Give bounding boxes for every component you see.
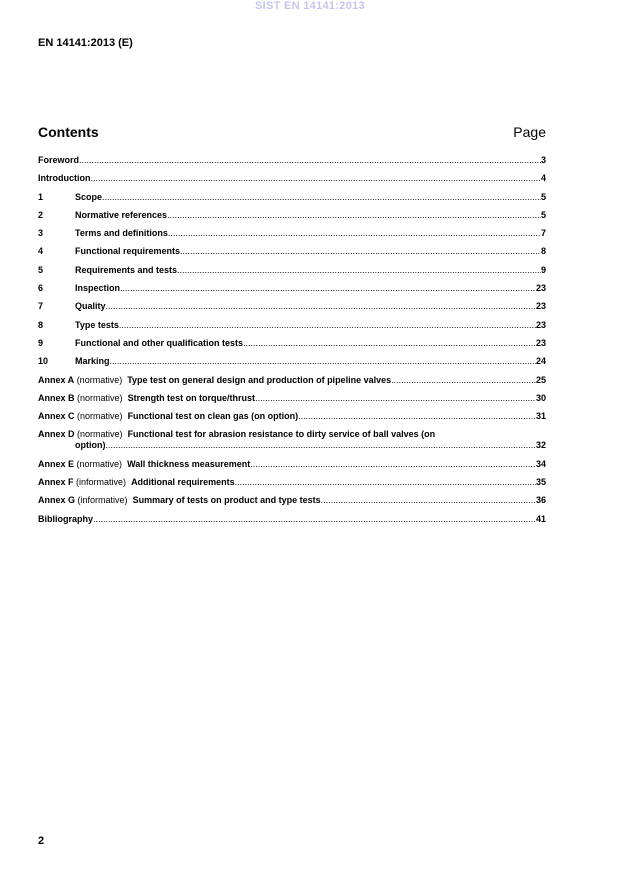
toc-page: 7 bbox=[540, 228, 546, 239]
document-id: EN 14141:2013 (E) bbox=[38, 37, 133, 49]
toc-title: Quality bbox=[75, 301, 106, 312]
toc-title: Type tests bbox=[75, 319, 119, 330]
dot-leader bbox=[93, 514, 536, 525]
annex-status: (normative) bbox=[76, 374, 123, 385]
toc-title: Functional requirements bbox=[75, 246, 181, 257]
clause-number: 6 bbox=[38, 283, 44, 294]
annex-status: (normative) bbox=[76, 458, 123, 469]
toc-page: 5 bbox=[540, 191, 546, 202]
toc-entry-clause-9[interactable] bbox=[38, 338, 546, 349]
clause-number: 10 bbox=[38, 356, 49, 367]
dot-leader bbox=[243, 338, 536, 349]
toc-page: 9 bbox=[540, 264, 546, 275]
toc-title: Additional requirements bbox=[131, 477, 235, 488]
toc-title: Introduction bbox=[38, 173, 91, 184]
toc-page: 23 bbox=[535, 283, 546, 294]
toc-page: 5 bbox=[540, 209, 546, 220]
toc-title: Functional test on clean gas (on option) bbox=[127, 411, 299, 422]
dot-leader bbox=[298, 411, 536, 422]
toc-page: 23 bbox=[535, 337, 546, 348]
toc-entry-foreword[interactable] bbox=[38, 155, 546, 166]
dot-leader bbox=[102, 192, 541, 203]
dot-leader bbox=[79, 155, 541, 166]
dot-leader bbox=[106, 440, 536, 451]
toc-page: 35 bbox=[535, 477, 546, 488]
toc-page: 41 bbox=[535, 513, 546, 524]
toc-entry-annex-f[interactable] bbox=[38, 477, 546, 488]
toc-entry-clause-1[interactable] bbox=[38, 192, 546, 203]
toc-entry-clause-10[interactable] bbox=[38, 356, 546, 367]
clause-number: 5 bbox=[38, 264, 44, 275]
toc-entry-clause-3[interactable] bbox=[38, 228, 546, 239]
toc-title: Requirements and tests bbox=[75, 264, 178, 275]
clause-number: 2 bbox=[38, 209, 44, 220]
dot-leader bbox=[106, 301, 536, 312]
toc-page: 36 bbox=[535, 495, 546, 506]
toc-entry-clause-4[interactable] bbox=[38, 246, 546, 257]
toc-entry-clause-7[interactable] bbox=[38, 301, 546, 312]
toc-entry-introduction[interactable] bbox=[38, 173, 546, 184]
clause-number: 1 bbox=[38, 191, 44, 202]
toc-entry-clause-6[interactable] bbox=[38, 283, 546, 294]
dot-leader bbox=[235, 477, 536, 488]
toc-entry-annex-b[interactable] bbox=[38, 393, 546, 404]
annex-label: Annex B bbox=[38, 392, 75, 403]
annex-label: Annex D bbox=[38, 429, 75, 440]
contents-header bbox=[38, 124, 546, 140]
annex-label: Annex F bbox=[38, 477, 74, 488]
toc-entry-clause-5[interactable] bbox=[38, 265, 546, 276]
dot-leader bbox=[255, 393, 536, 404]
dot-leader bbox=[321, 495, 536, 506]
watermark: SIST EN 14141:2013 bbox=[255, 0, 365, 12]
toc-title: Wall thickness measurement bbox=[127, 458, 251, 469]
toc-title: Normative references bbox=[75, 209, 168, 220]
toc-page: 34 bbox=[535, 458, 546, 469]
annex-status: (normative) bbox=[77, 392, 123, 403]
toc-page: 25 bbox=[535, 374, 546, 385]
toc-page: 23 bbox=[535, 301, 546, 312]
toc-entry-annex-a[interactable] bbox=[38, 375, 546, 386]
toc-entry-annex-d[interactable] bbox=[38, 429, 546, 451]
dot-leader bbox=[119, 320, 536, 331]
dot-leader bbox=[120, 283, 536, 294]
clause-number: 8 bbox=[38, 319, 44, 330]
toc-entry-clause-8[interactable] bbox=[38, 320, 546, 331]
toc-title: Inspection bbox=[75, 283, 121, 294]
toc-page: 4 bbox=[540, 173, 546, 184]
toc-page: 32 bbox=[535, 440, 546, 451]
toc-title: Marking bbox=[75, 356, 110, 367]
toc-page: 8 bbox=[540, 246, 546, 257]
toc-title: Bibliography bbox=[38, 513, 94, 524]
toc-entry-bibliography[interactable] bbox=[38, 514, 546, 525]
dot-leader bbox=[110, 356, 536, 367]
toc-entry-annex-e[interactable] bbox=[38, 459, 546, 470]
clause-number: 4 bbox=[38, 246, 44, 257]
dot-leader bbox=[167, 210, 541, 221]
clause-number: 3 bbox=[38, 228, 44, 239]
annex-label: Annex G bbox=[38, 495, 76, 506]
toc-title: Terms and definitions bbox=[75, 228, 168, 239]
toc-title: Foreword bbox=[38, 155, 80, 165]
toc-entry-annex-g[interactable] bbox=[38, 495, 546, 506]
page-number: 2 bbox=[38, 835, 45, 847]
toc-title: Strength test on torque/thrust bbox=[127, 392, 256, 403]
annex-label: Annex E bbox=[38, 458, 75, 469]
annex-label: Annex C bbox=[38, 411, 75, 422]
toc-title: Scope bbox=[75, 191, 103, 202]
toc-title: Functional test for abrasion resistance to dirty service of ball valves (on bbox=[127, 429, 436, 440]
clause-number: 9 bbox=[38, 337, 44, 348]
dot-leader bbox=[177, 265, 541, 276]
toc-page: 3 bbox=[540, 155, 546, 165]
toc-title: Functional and other qualification tests bbox=[75, 337, 244, 348]
toc-page: 31 bbox=[535, 411, 546, 422]
dot-leader bbox=[391, 375, 536, 386]
dot-leader bbox=[168, 228, 541, 239]
dot-leader bbox=[250, 459, 536, 470]
toc-entry-clause-2[interactable] bbox=[38, 210, 546, 221]
annex-label: Annex A bbox=[38, 374, 75, 385]
annex-status: (informative) bbox=[76, 477, 127, 488]
dot-leader bbox=[91, 173, 541, 184]
toc-title-continuation: option) bbox=[75, 440, 106, 451]
table-of-contents bbox=[38, 155, 546, 532]
toc-entry-annex-c[interactable] bbox=[38, 411, 546, 422]
page-column-label: Page bbox=[513, 124, 546, 140]
toc-title: Summary of tests on product and type tests bbox=[132, 495, 321, 506]
annex-status: (normative) bbox=[77, 411, 123, 422]
annex-status: (normative) bbox=[77, 429, 123, 440]
toc-page: 30 bbox=[535, 392, 546, 403]
toc-page: 24 bbox=[535, 356, 546, 367]
annex-status: (informative) bbox=[77, 495, 128, 506]
toc-page: 23 bbox=[535, 319, 546, 330]
clause-number: 7 bbox=[38, 301, 44, 312]
toc-title: Type test on general design and production of pipeline valves bbox=[127, 374, 392, 385]
contents-title: Contents bbox=[38, 124, 99, 140]
dot-leader bbox=[180, 246, 541, 257]
